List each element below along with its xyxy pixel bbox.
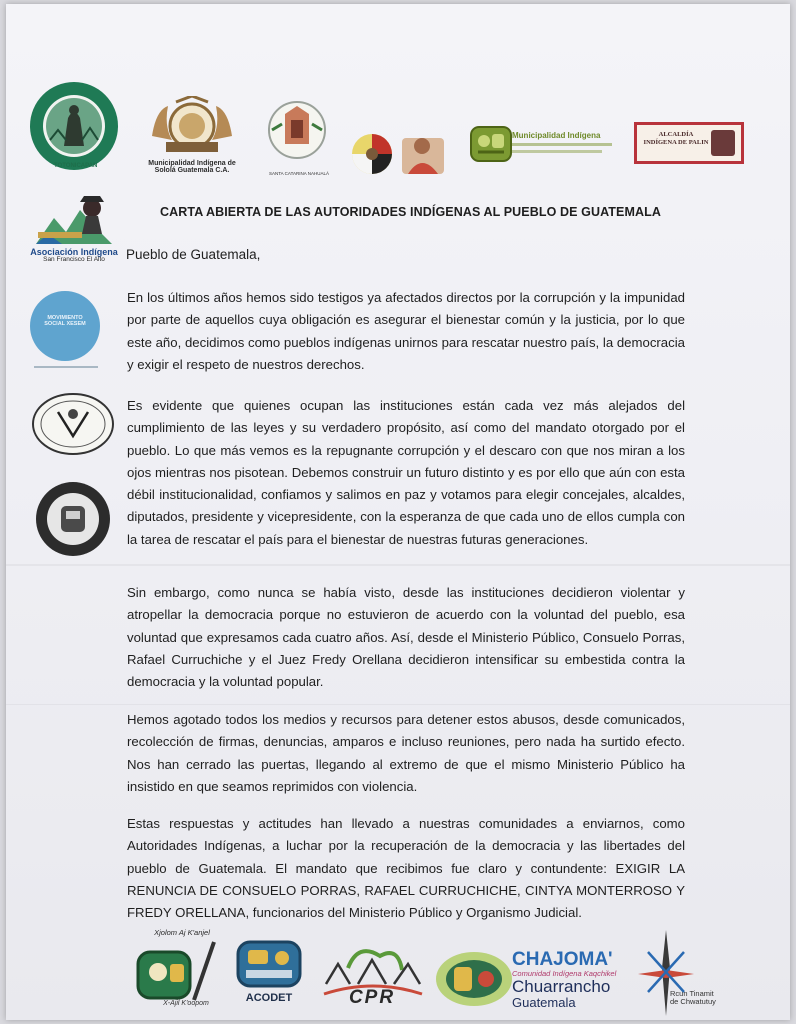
solola-label [142, 160, 242, 175]
xjolom-label-bottom: X-Ajil K'oopom [163, 1000, 209, 1007]
acodet-logo-icon [234, 940, 304, 990]
palin-label-line1: ALCALDÍA [658, 131, 694, 138]
san-francisco-label-line2: San Francisco El Alto [43, 256, 105, 264]
totonicapan-label: TOTONICAPAN [54, 163, 98, 169]
nahuala-label: SANTA CATARINA NAHUALÁ [268, 171, 329, 176]
acodet-label: ACODET [245, 992, 293, 1004]
totonicapan-seal-icon [28, 80, 120, 174]
chajoma-label-title: CHAJOMA' [512, 949, 613, 970]
palin-label [641, 131, 711, 147]
santa-lucia-label: Municipalidad Indígena [512, 131, 601, 140]
body-paragraph-5: Estas respuestas y actitudes han llevado a nuestras comunidades a enviarnos, como Autoridades Indígenas, a luchar por la recuperación de la democracia y las libertades del pueblo de Guatemala. El mandato que recibimos fue claro y contundente: EXIGIR LA RENUNCIA DE CONSUELO PORRAS, RAFAEL CURRUCHICHE, CINTYA MONTERROSO Y FREDY ORELLANA, funcionarios del Ministerio Público y Organismo Judicial. [127, 816, 685, 921]
chichicastenango-seal-icon [350, 122, 450, 184]
san-francisco-label [28, 248, 120, 264]
chajoma-label-line4: Guatemala [512, 994, 576, 1010]
chajoma-label-line3: Chuarrancho [512, 976, 611, 996]
movimiento-circle-icon [28, 289, 102, 367]
rcun-label [670, 990, 742, 1006]
body-paragraph-1: En los últimos años hemos sido testigos ya afectados directos por la corrupción y la impunidad por parte de aquellos cuya obligación es asegurar el bienestar común y la justicia, por lo que este año, decidimos como pueblos indígenas unirnos para rescatar nuestro país, la democracia y exigir el respeto de nuestros derechos. [127, 290, 685, 372]
santa-lucia-subline [512, 150, 602, 153]
chajoma-label [512, 950, 632, 1009]
movimiento-tagline-line [34, 366, 98, 368]
xjolom-label-top: Xjolom Aj K'anjel [154, 928, 210, 937]
cpr-label: CPR [348, 987, 396, 1008]
greeting: Pueblo de Guatemala, [126, 247, 261, 262]
body-paragraph-2: Es evidente que quienes ocupan las instituciones están cada vez más alejados del cumplimiento de las leyes y su verdadero propósito, así como del mandato otorgado por el pueblo. Lo que más vemos es la repugnante corrupción y el descaro con que nos miran a los ojos mientras nos pisotean. Debemos construir un futuro distinto y es por ello que aún con esta débil institucionalidad, confiamos y salimos en paz y votamos para elegir concejales, alcaldes, diputados, presidente y vicepresidente, con la esperanza de que cada uno de ellos cumpla con la tarea de rescatar el país para el bienestar de nuestras futuras generaciones. [127, 398, 685, 547]
solola-label-line2: Sololá Guatemala C.A. [154, 167, 230, 175]
letter-page [6, 4, 790, 1020]
palin-emblem [711, 130, 735, 156]
comunidades-seal-icon [28, 390, 118, 462]
page-title: CARTA ABIERTA DE LAS AUTORIDADES INDÍGENAS AL PUEBLO DE GUATEMALA [160, 205, 661, 219]
rcun-label-line2: de Chwatutuy [670, 996, 716, 1006]
movimiento-social-seal-icon [34, 480, 112, 562]
body-paragraph-4: Hemos agotado todos los medios y recursos para detener estos abusos, desde comunicados, recolección de firmas, denuncias, amparos e incluso reuniones, pero nada ha surtido efecto. Nos han cerrado las puertas, llegando al extremo de que el mismo Ministerio Público ha insistido en que seamos reprimidos con violencia. [127, 712, 685, 794]
solola-seal-icon [146, 96, 238, 158]
xjolom-logo-icon [130, 938, 218, 1004]
rcun-label-line1: Rcun Tinamit [670, 989, 714, 998]
paper-crease [6, 564, 790, 566]
paper-crease [6, 704, 790, 705]
palin-label-line2: INDÍGENA DE PALIN [643, 138, 709, 146]
mayan-glyph-logo-icon [470, 126, 512, 162]
san-francisco-logo-icon [32, 194, 116, 248]
chajoma-label-line2: Comunidad Indígena Kaqchikel [512, 968, 617, 978]
palin-logo-icon [634, 122, 744, 164]
solola-label-line1: Municipalidad Indígena de [148, 160, 236, 167]
movimiento-label [32, 316, 98, 328]
movimiento-label-line2: SOCIAL XESEM [44, 320, 86, 327]
body-paragraph-3: Sin embargo, como nunca se había visto, desde las instituciones decidieron violentar y atropellar la democracia porque no estuvieron de acuerdo con la voluntad del pueblo, esa voluntad que expresamos cada cuatro años. Así, desde el Ministerio Público, Consuelo Porras, Rafael Curruchiche y el Juez Fredy Orellana decidieron intensificar su embestida contra la democracia y la voluntad popular. [127, 585, 685, 690]
nahuala-seal-icon [264, 94, 330, 174]
movimiento-label-line1: MOVIMIENTO [47, 315, 83, 321]
chajoma-logo-icon [434, 950, 514, 1008]
san-francisco-label-line1: Asociación Indígena [30, 247, 118, 257]
santa-lucia-subline [512, 143, 612, 146]
